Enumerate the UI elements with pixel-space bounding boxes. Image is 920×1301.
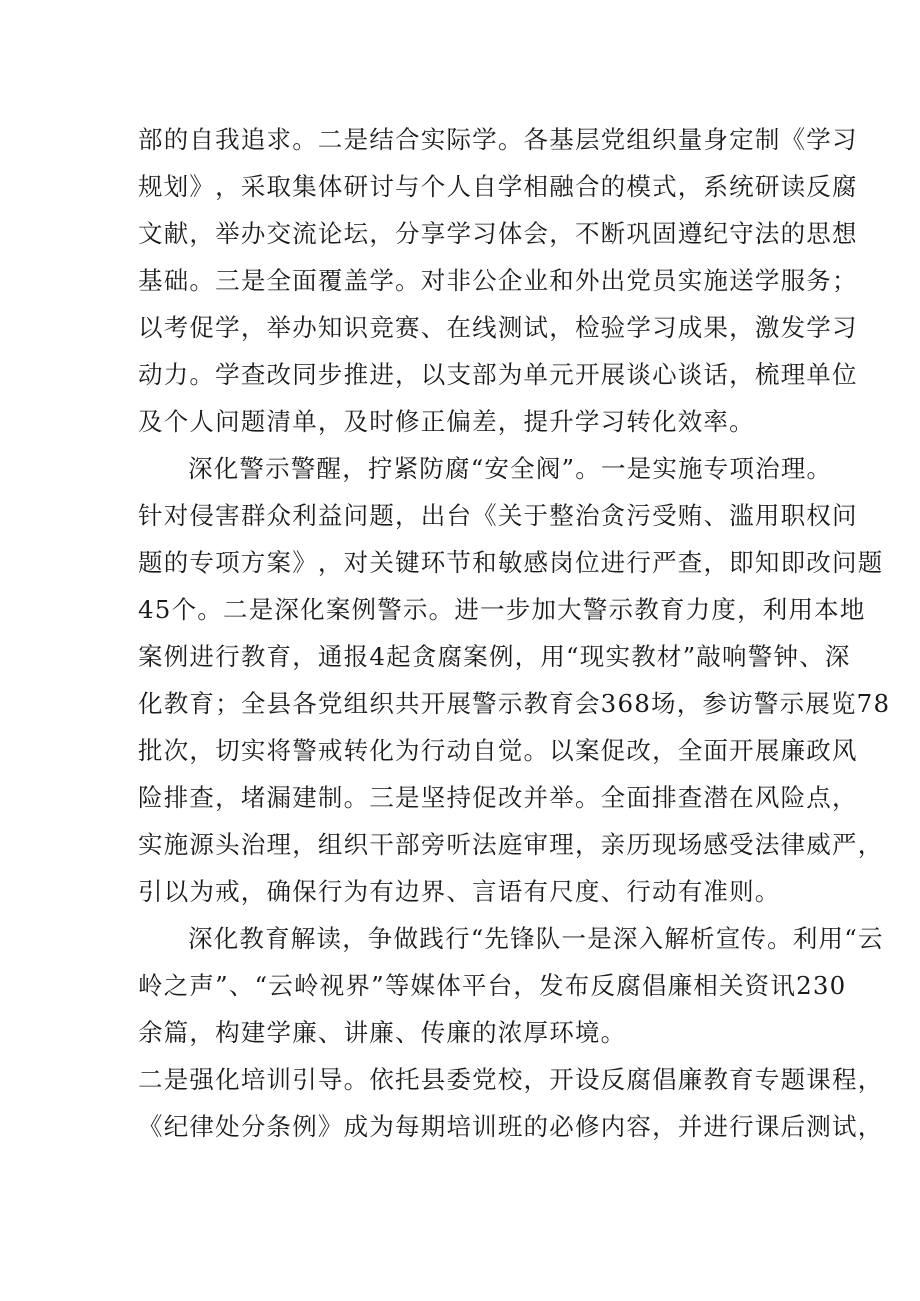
text-line: 案 例 进 行 教 育 ， 通 报 4 起 贪 腐 案 例 ， 用 “ 现 实 教 材 ” 敲 响 警 钟 、 深: [138, 642, 851, 671]
document-body: [138, 116, 891, 1150]
text-line: 险 排 查 ， 堵 漏 建 制 。 三 是 坚 持 促 改 并 举 。 全 面 排 查 潜 在 风 险 点 ，: [138, 783, 858, 812]
text-line: 批 次 ， 切 实 将 警 戒 转 化 为 行 动 自 觉 。 以 案 促 改 ， 全 面 开 展 廉 政 风: [138, 736, 858, 765]
text-line: 规 划 》 ， 采 取 集 体 研 讨 与 个 人 自 学 相 融 合 的 模 式 ， 系 统 研 读 反 腐: [138, 172, 858, 201]
text-line: 《 纪 律 处 分 条 例 》 成 为 每 期 培 训 班 的 必 修 内 容 ， 并 进 行 课 后 测 试 ，: [138, 1112, 884, 1141]
paragraph-end-line: 余篇，构建学廉、讲廉、传廉的浓厚环境。: [138, 1018, 627, 1047]
text-line: 部 的 自 我 追 求 。 二 是 结 合 实 际 学 。 各 基 层 党 组 织 量 身 定 制 《 学 习: [138, 125, 858, 154]
paragraph-heading-line: 深化教育解读，争做践行“先锋队一是深入解析宣传。利用“云: [188, 924, 884, 953]
paragraph-end-line: 引以为戒，确保行为有边界、言语有尺度、行动有准则。: [138, 877, 781, 906]
text-line: 实 施 源 头 治 理 ， 组 织 干 部 旁 听 法 庭 审 理 ， 亲 历 现 场 感 受 法 律 威 严 ，: [138, 830, 884, 859]
paragraph-end-line: 及个人问题清单，及时修正偏差，提升学习转化效率。: [138, 407, 755, 436]
text-line: 动 力 。 学 查 改 同 步 推 进 ， 以 支 部 为 单 元 开 展 谈 心 谈 话 ， 梳 理 单 位: [138, 360, 858, 389]
text-line: 化 教 育 ； 全 县 各 党 组 织 共 开 展 警 示 教 育 会 3 6 8 场 ， 参 访 警 示 展 览 7 8: [138, 689, 891, 718]
text-line: 岭 之 声 ” 、 “ 云 岭 视 界 ” 等 媒 体 平 台 ， 发 布 反 腐 倡 廉 相 关 资 讯 2 3 0: [138, 971, 847, 1000]
text-line: 以 考 促 学 ， 举 办 知 识 竞 赛 、 在 线 测 试 ， 检 验 学 习 成 果 ， 激 发 学 习: [138, 313, 858, 342]
text-line: 针 对 侵 害 群 众 利 益 问 题 ， 出 台 《 关 于 整 治 贪 污 受 贿 、 滥 用 职 权 问: [138, 501, 858, 530]
text-line: 二 是 强 化 培 训 引 导 。 依 托 县 委 党 校 ， 开 设 反 腐 倡 廉 教 育 专 题 课 程 ，: [138, 1065, 884, 1094]
paragraph-heading-line: 深化警示警醒，拧紧防腐“安全阀”。一是实施专项治理。: [188, 454, 833, 483]
text-line: 基 础 。 三 是 全 面 覆 盖 学 。 对 非 公 企 业 和 外 出 党 员 实 施 送 学 服 务 ；: [138, 266, 858, 295]
text-line: 题 的 专 项 方 案 》 ， 对 关 键 环 节 和 敏 感 岗 位 进 行 严 查 ， 即 知 即 改 问 题: [138, 548, 884, 577]
text-line: 4 5 个 。 二 是 深 化 案 例 警 示 。 进 一 步 加 大 警 示 教 育 力 度 ， 利 用 本 地: [138, 595, 866, 624]
text-line: 文 献 ， 举 办 交 流 论 坛 ， 分 享 学 习 体 会 ， 不 断 巩 固 遵 纪 守 法 的 思 想: [138, 219, 858, 248]
